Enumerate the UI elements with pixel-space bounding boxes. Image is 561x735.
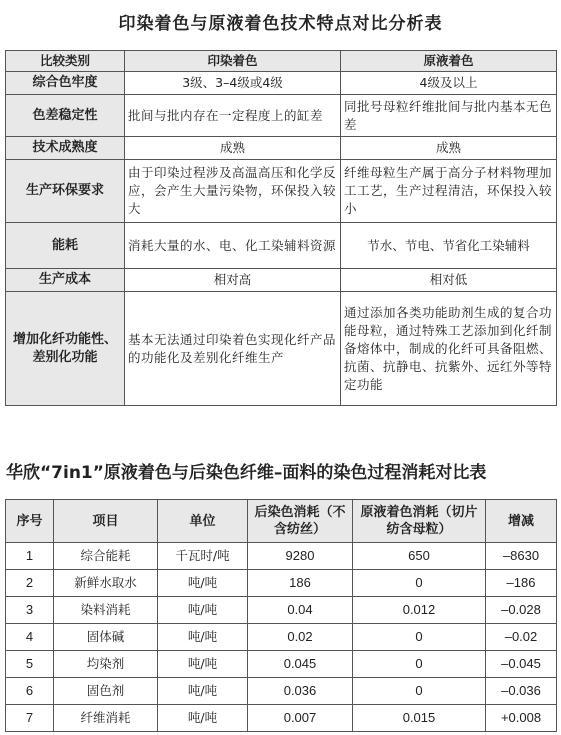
row-unit: 吨/吨 (158, 705, 248, 732)
dope-cell: 节水、节电、节省化工染辅料 (341, 223, 557, 269)
header-diff: 增减 (486, 500, 557, 543)
table1-title: 印染着色与原液着色技术特点对比分析表 (118, 14, 443, 34)
row-unit: 吨/吨 (158, 570, 248, 597)
header-after-dyeing: 后染色消耗（不含纺丝） (248, 500, 353, 543)
row-dope: 0 (353, 678, 486, 705)
dyeing-cell: 消耗大量的水、电、化工染辅料资源 (125, 223, 341, 269)
row-dope: 650 (353, 543, 486, 570)
table-row (6, 269, 557, 292)
row-item: 固体碱 (54, 624, 158, 651)
table-row (6, 95, 557, 137)
row-unit: 吨/吨 (158, 651, 248, 678)
table-row (6, 651, 557, 678)
dyeing-cell: 批间与批内存在一定程度上的缸差 (125, 95, 341, 137)
row-no: 3 (6, 597, 54, 624)
table-row (6, 160, 557, 223)
row-diff: –186 (486, 570, 557, 597)
row-diff: –0.02 (486, 624, 557, 651)
row-category: 技术成熟度 (6, 137, 125, 160)
row-after: 9280 (248, 543, 353, 570)
row-after: 0.04 (248, 597, 353, 624)
row-dope: 0 (353, 624, 486, 651)
row-item: 新鲜水取水 (54, 570, 158, 597)
table-row (6, 624, 557, 651)
row-no: 5 (6, 651, 54, 678)
dyeing-cell: 相对高 (125, 269, 341, 292)
table-row (6, 137, 557, 160)
row-item: 染料消耗 (54, 597, 158, 624)
row-diff: –0.045 (486, 651, 557, 678)
header-dope: 原液着色 (341, 51, 557, 72)
dope-cell: 同批号母粒纤维批间与批内基本无色差 (341, 95, 557, 137)
header-unit: 单位 (158, 500, 248, 543)
row-no: 1 (6, 543, 54, 570)
row-no: 6 (6, 678, 54, 705)
header-item: 项目 (54, 500, 158, 543)
consumption-comparison-table (5, 499, 557, 732)
row-no: 7 (6, 705, 54, 732)
dope-cell: 4级及以上 (341, 72, 557, 95)
row-item: 综合能耗 (54, 543, 158, 570)
row-diff: –0.028 (486, 597, 557, 624)
dope-cell: 通过添加各类功能助剂生成的复合功能母粒，通过特殊工艺添加到化纤制备熔体中，制成的化纤可具备阻燃、抗菌、抗静电、抗紫外、远红外等特定功能 (341, 292, 557, 406)
row-category: 增加化纤功能性、差别化功能 (6, 292, 125, 406)
header-dope-dyeing: 原液着色消耗（切片纺含母粒） (353, 500, 486, 543)
table-row (6, 292, 557, 406)
dyeing-cell: 成熟 (125, 137, 341, 160)
table-header-row (6, 51, 557, 72)
row-after: 0.045 (248, 651, 353, 678)
row-unit: 吨/吨 (158, 624, 248, 651)
table-row (6, 543, 557, 570)
row-dope: 0 (353, 570, 486, 597)
row-item: 均染剂 (54, 651, 158, 678)
table-row (6, 223, 557, 269)
row-dope: 0 (353, 651, 486, 678)
table-header-row (6, 500, 557, 543)
row-unit: 千瓦时/吨 (158, 543, 248, 570)
row-after: 186 (248, 570, 353, 597)
table-row (6, 705, 557, 732)
row-item: 固色剂 (54, 678, 158, 705)
row-after: 0.02 (248, 624, 353, 651)
table2-title: 华欣“7in1”原液着色与后染色纤维–面料的染色过程消耗对比表 (6, 463, 487, 483)
row-diff: –8630 (486, 543, 557, 570)
dyeing-cell: 基本无法通过印染着色实现化纤产品的功能化及差别化纤维生产 (125, 292, 341, 406)
dope-cell: 成熟 (341, 137, 557, 160)
row-category: 综合色牢度 (6, 72, 125, 95)
table-row (6, 72, 557, 95)
row-category: 色差稳定性 (6, 95, 125, 137)
header-dyeing: 印染着色 (125, 51, 341, 72)
row-after: 0.036 (248, 678, 353, 705)
row-category: 生产成本 (6, 269, 125, 292)
dope-cell: 相对低 (341, 269, 557, 292)
technology-comparison-table (5, 50, 557, 406)
row-category: 生产环保要求 (6, 160, 125, 223)
header-no: 序号 (6, 500, 54, 543)
row-no: 4 (6, 624, 54, 651)
row-dope: 0.015 (353, 705, 486, 732)
row-item: 纤维消耗 (54, 705, 158, 732)
row-no: 2 (6, 570, 54, 597)
row-dope: 0.012 (353, 597, 486, 624)
row-unit: 吨/吨 (158, 597, 248, 624)
row-diff: +0.008 (486, 705, 557, 732)
table-row (6, 597, 557, 624)
row-unit: 吨/吨 (158, 678, 248, 705)
row-diff: –0.036 (486, 678, 557, 705)
table-row (6, 570, 557, 597)
row-after: 0.007 (248, 705, 353, 732)
header-category: 比较类别 (6, 51, 125, 72)
dope-cell: 纤维母粒生产属于高分子材料物理加工工艺，生产过程清洁，环保投入较小 (341, 160, 557, 223)
dyeing-cell: 3级、3–4级或4级 (125, 72, 341, 95)
row-category: 能耗 (6, 223, 125, 269)
table-row (6, 678, 557, 705)
dyeing-cell: 由于印染过程涉及高温高压和化学反应，会产生大量污染物，环保投入较大 (125, 160, 341, 223)
